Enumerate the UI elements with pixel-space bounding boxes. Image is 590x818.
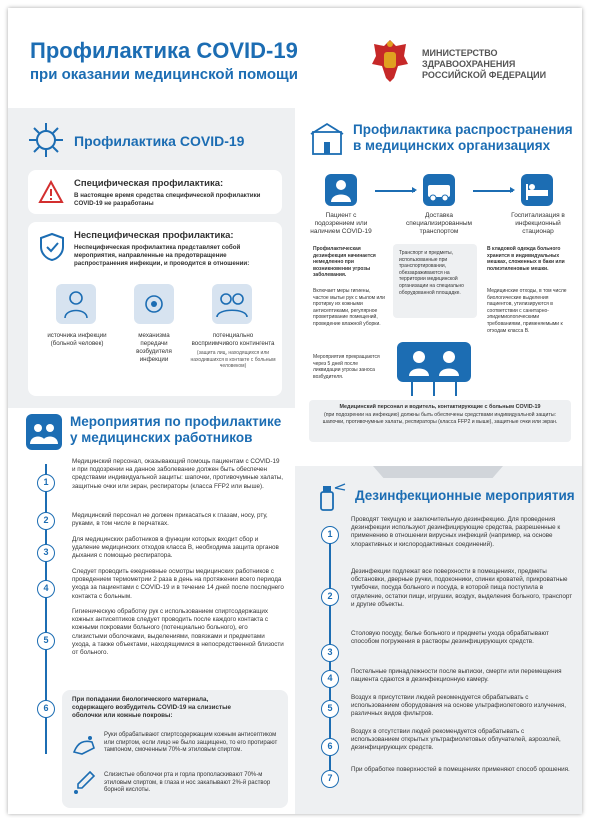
staff-item-2: Медицинский персонал не должен прикасаться к глазам, носу, рту, руками, в том числе в перчатках. xyxy=(72,512,268,528)
staff-number-4: 4 xyxy=(37,580,55,598)
spread-section xyxy=(295,108,582,466)
specific-text: В настоящее время средства специфической профилактики COVID-19 не разработаны xyxy=(74,192,261,207)
spread-col2-card xyxy=(393,244,477,318)
hospital-icon xyxy=(309,122,345,156)
disinfection-number-1: 1 xyxy=(321,526,339,544)
disinfection-number-5: 5 xyxy=(321,700,339,718)
disinfection-item-2: Дезинфекции подлежат все поверхности в помещениях, предметы обстановки, дверные ручки, подоконники, спинки кроватей, прикроватные тумбочки, посуда больного и посуда, в которой пища поступила в отделение, остатки пищи, игрушки, воздух, выделения больного, транспорт и другие объекты. xyxy=(351,568,573,608)
disinfection-number-4: 4 xyxy=(321,670,339,688)
nonspecific-card xyxy=(28,222,282,396)
step-arrow-1 xyxy=(375,190,415,192)
spread-col3-bold: В кладовой одежда больного хранится в индивидуальных мешках, сложенных в баки или полиэтиленовые мешки. xyxy=(487,246,565,272)
spread-col2-text: Транспорт и предметы, использованные при транспортировании, обеззараживаются на территории медицинской организации на специально оборудованной площадке. xyxy=(399,250,464,296)
staff-number-3: 3 xyxy=(37,544,55,562)
disinfection-item-6: Воздух в отсутствии людей рекомендуется обрабатывать с использованием открытых ультрафиолетовых облучателей, аэрозолей, дезинфицирующих средств. xyxy=(351,728,561,752)
staff-number-6: 6 xyxy=(37,700,55,718)
disinfection-title: Дезинфекционные мероприятия xyxy=(355,488,575,503)
step-arrow-2 xyxy=(473,190,513,192)
staff-item-6-card xyxy=(62,690,288,808)
nonspecific-text: Неспецифическая профилактика представляет собой мероприятия, направленные на предотвращение распространения инфекции, и проводится в отношении: xyxy=(74,244,250,267)
spread-title-line-1: Профилактика распространения xyxy=(353,122,573,137)
disinfection-number-3: 3 xyxy=(321,644,339,662)
nonspecific-title: Неспецифическая профилактика: xyxy=(74,230,234,241)
spray-icon xyxy=(311,482,347,512)
col-connector-1 xyxy=(411,382,413,396)
disinfection-item-4: Постельные принадлежности после выписки, смерти или перемещения пациента сдаются в дезинфекционную камеру. xyxy=(351,668,562,684)
disinfection-item-7: При обработке поверхностей в помещениях применяют способ орошения. xyxy=(351,766,570,773)
staff-item-6: При попадании биологического материала, содержащего возбудитель COVID-19 на слизистые оболочки или кожные покровы: xyxy=(72,696,231,720)
step-hospital-label: Госпитализация в инфекционный стационар xyxy=(511,212,565,235)
step-transport-label: Доставка специализированным транспортом xyxy=(406,212,472,235)
staff-number-2: 2 xyxy=(37,512,55,530)
staff-item-1: Медицинский персонал, оказывающий помощь пациентам с COVID-19 и при подозрении на данное заболевание должен быть обеспечен средствами индивидуальной защиты: шапочки, противочумные халаты, защитные очки или экран, респираторы (класса FFP2 или выше). xyxy=(72,458,284,490)
prophylaxis-title: Профилактика COVID-19 xyxy=(74,133,245,149)
virus-icon xyxy=(26,120,66,160)
spread-col1-text: Включает меры гигиены, частое мытье рук с мылом или протирку их кожными антисептиками, регулярное проветривание помещений, проведение влажной уборки. xyxy=(313,288,385,327)
ministry-line-2: ЗДРАВООХРАНЕНИЯ xyxy=(422,59,516,69)
ambulance-icon xyxy=(423,174,455,206)
staff-item-5: Гигиеническую обработку рук с использованием спиртсодержащих кожных антисептиков следует проводить после каждого контакта с кожными покровами больного (потенциально больного), его слизистыми оболочками, выделениями, повязками и предметами ухода, а также объектами, находящимися в непосредственной близости от больного. xyxy=(72,608,284,657)
disinfection-item-5: Воздух в присутствии людей рекомендуется обрабатывать с использованием оборудования на основе ультрафиолетового излучения, различных видов фильтров. xyxy=(351,694,567,718)
transmission-icon xyxy=(134,284,174,324)
spread-footer-card xyxy=(309,400,571,442)
page-title: Профилактика COVID-19 xyxy=(30,38,298,63)
disinfection-number-2: 2 xyxy=(321,588,339,606)
contact-group-icon xyxy=(212,284,252,324)
spread-footer-bold: Медицинский персонал и водитель, контактирующие с больным COVID-19 xyxy=(339,404,541,410)
staff-number-5: 5 xyxy=(37,632,55,650)
ministry-line-3: РОССИЙСКОЙ ФЕДЕРАЦИИ xyxy=(422,70,547,80)
poster xyxy=(8,8,582,814)
staff-title-line-2: у медицинских работников xyxy=(70,430,253,445)
page-subtitle: при оказании медицинской помощи xyxy=(30,66,298,83)
col-connector-2 xyxy=(433,382,435,396)
header xyxy=(8,8,582,108)
target-mechanism-label: механизма передачи возбудителя инфекции xyxy=(136,332,172,363)
sick-person-icon xyxy=(56,284,96,324)
disinfection-number-7: 7 xyxy=(321,770,339,788)
dropper-icon xyxy=(70,770,98,796)
spread-title-line-2: в медицинских организациях xyxy=(353,138,551,153)
disinfection-item-3: Столовую посуду, белье больного и предметы ухода обрабатывают способом погружения в растворы дезинфицирующих средств. xyxy=(351,630,549,646)
ministry-line-1: МИНИСТЕРСТВО xyxy=(422,48,498,58)
col-connector-3 xyxy=(455,382,457,396)
staff-sub-2: Слизистые оболочки рта и горла прополаскивают 70%-м этиловым спиртом, в глаза и нос закапывают 2%-й раствор борной кислоты. xyxy=(104,772,271,794)
target-source-label: источника инфекции (больной человек) xyxy=(47,332,107,347)
target-contingent-label: потенциально восприимчивого контингента xyxy=(191,332,275,347)
section-divider xyxy=(373,466,503,478)
target-contingent-note: (защита лиц, находящихся или находившихся в контакте с больным человеком) xyxy=(190,350,276,369)
coat-of-arms-icon xyxy=(368,36,412,84)
specific-card xyxy=(28,170,282,214)
disinfection-item-1: Проводят текущую и заключительную дезинфекцию. Для проведения дезинфекции используют дезинфицирующие средства, разрешенные к применению в отношении вирусных инфекций (например, на основе хлорактивных и кислородактивных соединений). xyxy=(351,516,561,548)
staff-number-1: 1 xyxy=(37,474,55,492)
spread-footer-text: (при подозрении на инфекцию) должны быть обеспечены средствами индивидуальной защиты: шапочки, противочумные халаты, респираторы (класса FFP2 и выше), защитные очки или экран. xyxy=(322,412,558,425)
ministry-name xyxy=(422,48,546,81)
spread-col1-text2: Мероприятия прекращаются через 5 дней после ликвидации угрозы заноса возбудителя. xyxy=(313,354,380,380)
staff-section xyxy=(8,408,295,814)
staff-sub-1: Руки обрабатывают спиртсодержащим кожным антисептиком или спиртом, если лицо не было защищено, то его протирают тампоном, смоченным 70%-м этиловым спиртом. xyxy=(104,732,278,754)
patient-icon xyxy=(325,174,357,206)
specific-title: Специфическая профилактика: xyxy=(74,178,224,189)
hospital-bed-icon xyxy=(521,174,553,206)
shield-check-icon xyxy=(38,232,66,262)
prophylaxis-section xyxy=(8,108,295,408)
spread-col1-bold: Профилактическая дезинфекция начинается немедленно при возникновении угрозы заболевания. xyxy=(313,246,376,279)
spread-col3-text: Медицинские отходы, в том числе биологические выделения пациентов, утилизируются в соответствии с санитарно-эпидемиологическими требованиями, применяемыми к отходам класса В. xyxy=(487,288,567,334)
staff-item-4: Следует проводить ежедневные осмотры медицинских работников с проведением термометрии 2 раза в день на протяжении всего периода ухода за пациентами с COVID-19 и в течение 14 дней после последнего контакта с больным. xyxy=(72,568,284,600)
staff-item-3: Для медицинских работников в функции которых входит сбор и удаление медицинских отходов класса В, необходима защита органов дыхания с помощью респиратора. xyxy=(72,536,279,560)
warning-icon xyxy=(38,180,64,204)
disinfection-section xyxy=(295,466,582,814)
disinfection-number-6: 6 xyxy=(321,738,339,756)
staff-protected-icon xyxy=(397,342,471,382)
staff-title-line-1: Мероприятия по профилактике xyxy=(70,414,282,429)
staff-badge-icon xyxy=(26,414,62,450)
step-patient-label: Пациент с подозрением или наличием COVID-19 xyxy=(310,212,372,235)
hands-wash-icon xyxy=(70,732,98,758)
